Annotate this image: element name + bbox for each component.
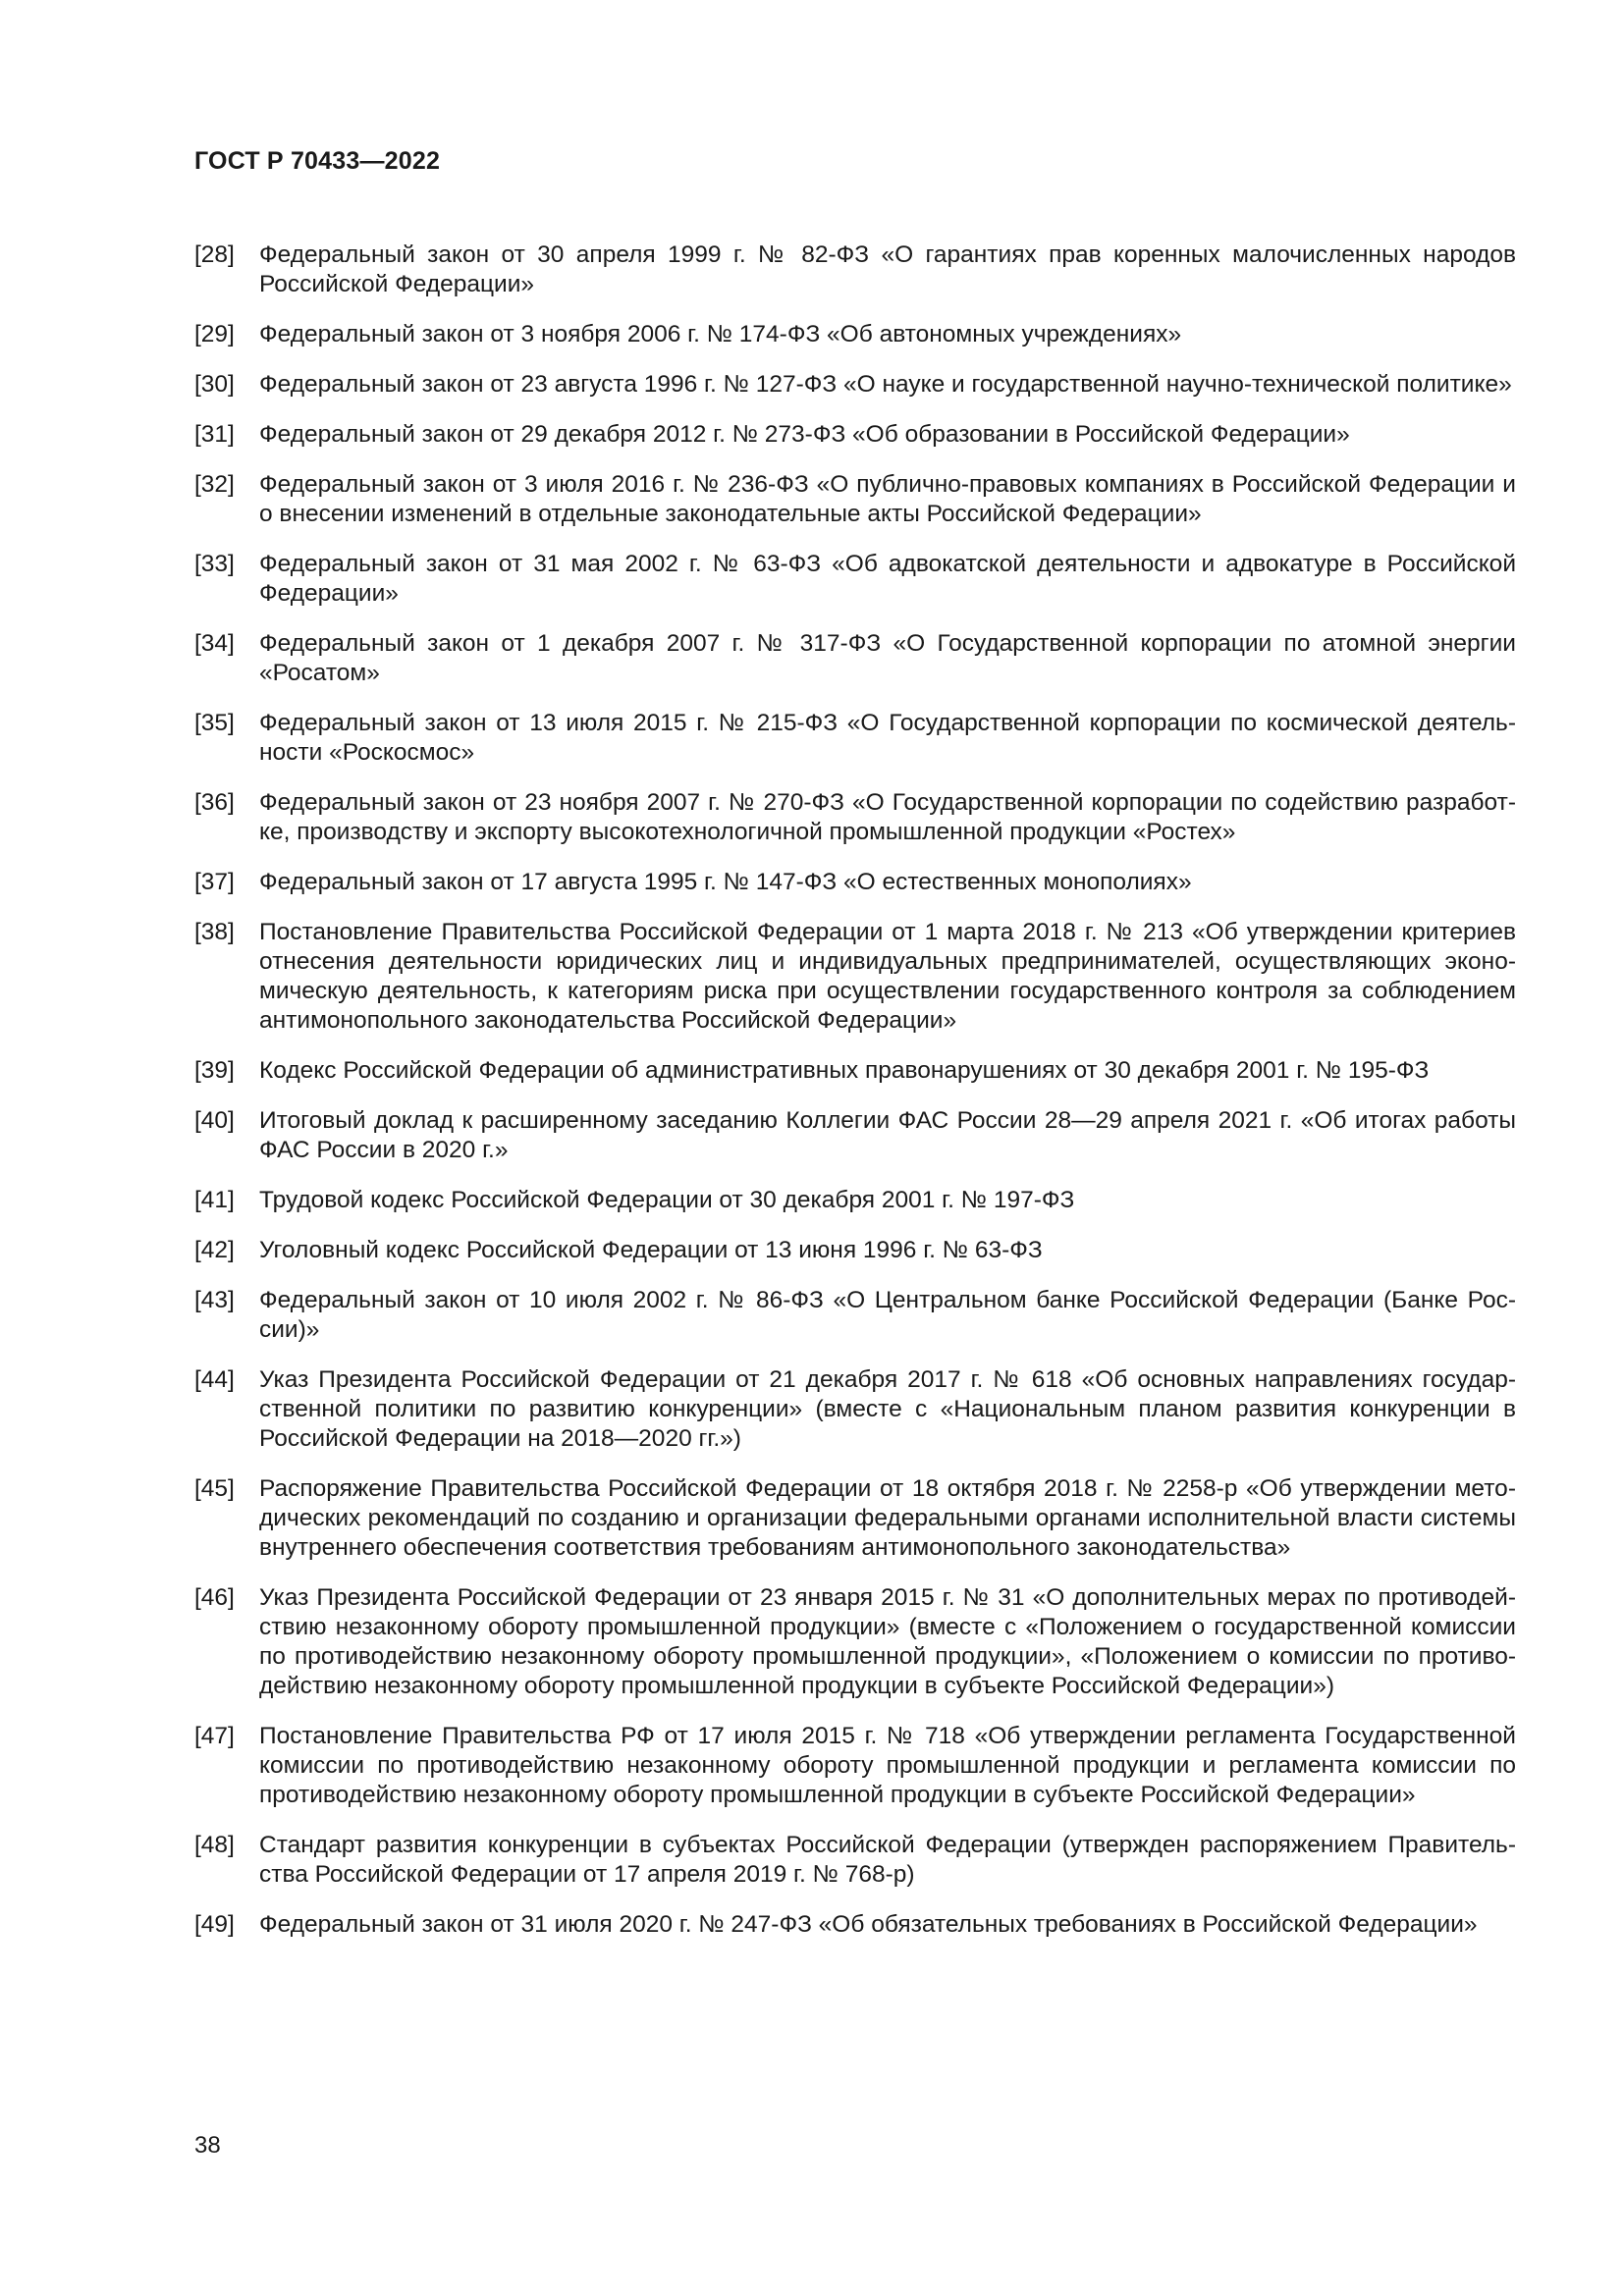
- entry-number: [36]: [194, 789, 235, 816]
- bibliography-entry: [194, 709, 1516, 768]
- entry-text: Федеральный закон от 10 июля 2002 г. № 86-ФЗ «О Центральном банке Российской Федерации (Банке России)»: [259, 1287, 1516, 1343]
- entry-text: Постановление Правительства Российской Федерации от 1 марта 2018 г. № 213 «Об утверждении критериев отнесения деятельности юридических лиц и индивидуальных предпринимателей, осуществляющих экономическую деятельность, к категориям риска при осуществлении государственного контроля за соблюдением антимонопольного законодательства Российской Федерации»: [259, 919, 1516, 1034]
- bibliography-entry: [194, 918, 1516, 1036]
- entry-number: [46]: [194, 1584, 235, 1611]
- entry-text: Федеральный закон от 17 августа 1995 г. № 147-ФЗ «О естественных монополиях»: [259, 869, 1192, 895]
- entry-text: Федеральный закон от 30 апреля 1999 г. № 82-ФЗ «О гарантиях прав коренных малочисленных народов Российской Федерации»: [259, 241, 1516, 297]
- entry-text: Федеральный закон от 1 декабря 2007 г. № 317-ФЗ «О Государственной корпорации по атомной энергии «Росатом»: [259, 630, 1516, 686]
- entry-number: [29]: [194, 321, 235, 347]
- bibliography-entry: [194, 629, 1516, 688]
- entry-number: [49]: [194, 1911, 235, 1938]
- entry-number: [44]: [194, 1366, 235, 1393]
- entry-text: Указ Президента Российской Федерации от 23 января 2015 г. № 31 «О дополнительных мерах по противодействию незаконному обороту промышленной продукции» (вместе с «Положением о государственной комиссии по противодействию незаконному обороту промышленной продукции», «Положением о комиссии по противодействию незаконному обороту промышленной продукции в субъекте Российской Федерации»): [259, 1584, 1516, 1699]
- bibliography-entry: [194, 1106, 1516, 1165]
- entry-number: [37]: [194, 869, 235, 895]
- entry-number: [28]: [194, 241, 235, 268]
- bibliography-entry: [194, 1236, 1516, 1265]
- bibliography-entry: [194, 240, 1516, 299]
- entry-text: Федеральный закон от 23 ноября 2007 г. № 270-ФЗ «О Государственной корпорации по содействию разработке, производству и экспорту высокотехнологичной промышленной продукции «Ростех»: [259, 789, 1516, 845]
- entry-text: Итоговый доклад к расширенному заседанию Коллегии ФАС России 28—29 апреля 2021 г. «Об итогах работы ФАС России в 2020 г.»: [259, 1107, 1516, 1163]
- entry-number: [34]: [194, 630, 235, 657]
- bibliography-entry: [194, 788, 1516, 847]
- bibliography-entry: [194, 550, 1516, 609]
- document-header: ГОСТ Р 70433—2022: [194, 147, 441, 175]
- entry-text: Федеральный закон от 3 июля 2016 г. № 236-ФЗ «О публично-правовых компаниях в Российской Федерации и о внесении изменений в отдельные законодательные акты Российской Федерации»: [259, 471, 1516, 527]
- bibliography-entry: [194, 1286, 1516, 1345]
- entry-text: Федеральный закон от 3 ноября 2006 г. № 174-ФЗ «Об автономных учреждениях»: [259, 321, 1182, 347]
- bibliography-list: [194, 240, 1516, 1960]
- bibliography-entry: [194, 1910, 1516, 1940]
- entry-text: Федеральный закон от 13 июля 2015 г. № 215-ФЗ «О Государственной корпорации по космической деятельности «Роскосмос»: [259, 710, 1516, 766]
- entry-text: Стандарт развития конкуренции в субъектах Российской Федерации (утвержден распоряжением Правительства Российской Федерации от 17 апреля 2019 г. № 768-р): [259, 1832, 1516, 1888]
- entry-number: [33]: [194, 551, 235, 577]
- page-number: 38: [194, 2132, 221, 2159]
- entry-text: Федеральный закон от 31 июля 2020 г. № 247-ФЗ «Об обязательных требованиях в Российской Федерации»: [259, 1911, 1478, 1938]
- entry-number: [38]: [194, 919, 235, 945]
- entry-number: [47]: [194, 1723, 235, 1749]
- bibliography-entry: [194, 470, 1516, 529]
- bibliography-entry: [194, 1474, 1516, 1563]
- entry-number: [45]: [194, 1475, 235, 1502]
- entry-number: [48]: [194, 1832, 235, 1858]
- entry-text: Постановление Правительства РФ от 17 июля 2015 г. № 718 «Об утверждении регламента Государственной комиссии по противодействию незаконному обороту промышленной продукции и регламента комиссии по противодействию незаконному обороту промышленной продукции в субъекте Российской Федерации»: [259, 1723, 1516, 1808]
- bibliography-entry: [194, 1186, 1516, 1215]
- bibliography-entry: [194, 1056, 1516, 1086]
- entry-text: Федеральный закон от 31 мая 2002 г. № 63-ФЗ «Об адвокатской деятельности и адвокатуре в Российской Федерации»: [259, 551, 1516, 607]
- entry-number: [42]: [194, 1237, 235, 1263]
- entry-number: [41]: [194, 1187, 235, 1213]
- entry-number: [35]: [194, 710, 235, 736]
- bibliography-entry: [194, 868, 1516, 897]
- entry-number: [31]: [194, 421, 235, 448]
- entry-text: Трудовой кодекс Российской Федерации от 30 декабря 2001 г. № 197-ФЗ: [259, 1187, 1075, 1213]
- bibliography-entry: [194, 320, 1516, 349]
- bibliography-entry: [194, 1831, 1516, 1890]
- entry-number: [30]: [194, 371, 235, 398]
- entry-text: Уголовный кодекс Российской Федерации от 13 июня 1996 г. № 63-ФЗ: [259, 1237, 1043, 1263]
- entry-number: [40]: [194, 1107, 235, 1134]
- entry-number: [43]: [194, 1287, 235, 1313]
- entry-text: Распоряжение Правительства Российской Федерации от 18 октября 2018 г. № 2258-р «Об утверждении методических рекомендаций по созданию и организации федеральными органами исполнительной власти системы внутреннего обеспечения соответствия требованиям антимонопольного законодательства»: [259, 1475, 1516, 1561]
- bibliography-entry: [194, 1365, 1516, 1454]
- bibliography-entry: [194, 1583, 1516, 1701]
- entry-text: Федеральный закон от 29 декабря 2012 г. № 273-ФЗ «Об образовании в Российской Федерации»: [259, 421, 1350, 448]
- bibliography-entry: [194, 420, 1516, 450]
- entry-number: [32]: [194, 471, 235, 498]
- entry-text: Кодекс Российской Федерации об административных правонарушениях от 30 декабря 2001 г. № 195-ФЗ: [259, 1057, 1430, 1084]
- bibliography-entry: [194, 1722, 1516, 1810]
- entry-text: Указ Президента Российской Федерации от 21 декабря 2017 г. № 618 «Об основных направлениях государственной политики по развитию конкуренции» (вместе с «Национальным планом развития конкуренции в Российской Федерации на 2018—2020 гг.»): [259, 1366, 1516, 1452]
- entry-text: Федеральный закон от 23 августа 1996 г. № 127-ФЗ «О науке и государственной научно-технической политике»: [259, 371, 1512, 398]
- entry-number: [39]: [194, 1057, 235, 1084]
- bibliography-entry: [194, 370, 1516, 400]
